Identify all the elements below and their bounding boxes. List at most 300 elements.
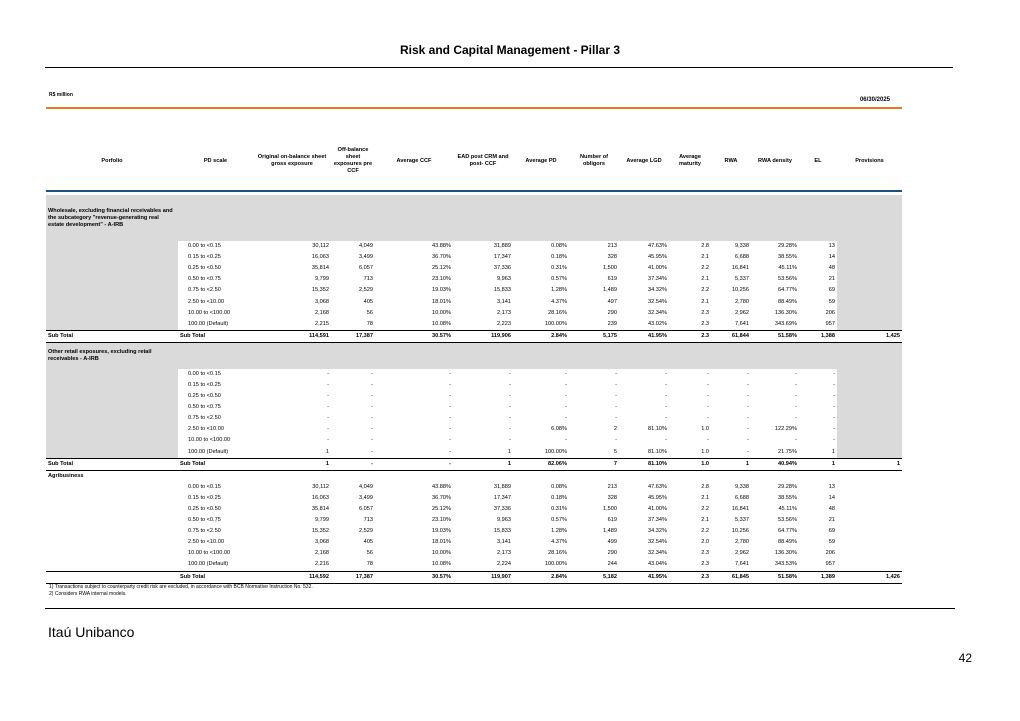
pd-scale-cell: 0.50 to <0.75 [188, 276, 221, 283]
table-cell: 31,889 [493, 243, 511, 250]
table-cell: 2,529 [359, 287, 373, 294]
table-cell: 3,499 [359, 494, 373, 501]
table-cell: 2.1 [701, 494, 709, 501]
table-cell: - [371, 448, 373, 455]
table-cell: 31,889 [493, 483, 511, 490]
table-cell: - [615, 437, 617, 444]
subtotal-cell: 61,844 [711, 330, 751, 342]
table-cell: 328 [607, 494, 617, 501]
column-header: Original on-balance sheet gross exposure [257, 154, 327, 167]
table-cell: 213 [607, 243, 617, 250]
table-cell: 6,688 [735, 254, 749, 261]
table-cell: 17,347 [493, 254, 511, 261]
table-cell: 69 [828, 287, 835, 294]
table-cell: 1 [325, 448, 329, 455]
row-spacer [46, 526, 178, 537]
subtotal-cell: 1.0 [669, 458, 711, 470]
table-cell: 2,216 [315, 561, 329, 568]
subtotal-cell: 1 [711, 458, 751, 470]
table-cell: 45.11% [778, 506, 797, 513]
subtotal-cell: 41.95% [619, 330, 669, 342]
table-cell: - [565, 393, 567, 400]
table-cell: 88.49% [778, 539, 797, 546]
table-cell [837, 447, 902, 459]
table-cell: - [795, 381, 797, 388]
table-cell: - [833, 370, 835, 377]
table-cell: 2.3 [701, 550, 709, 557]
pd-scale-cell: 100.00 (Default) [188, 320, 229, 327]
table-cell: 3,068 [315, 298, 329, 305]
table-cell: 405 [363, 298, 373, 305]
footnotes [49, 584, 313, 598]
table-cell: 10.00% [432, 309, 451, 316]
table-cell [837, 391, 902, 402]
table-cell: 18.01% [432, 298, 451, 305]
table-cell: 2,962 [735, 309, 749, 316]
table-cell: 2,168 [315, 309, 329, 316]
row-spacer [46, 263, 178, 274]
table-cell: 25.12% [432, 506, 451, 513]
table-cell: 47.63% [648, 243, 667, 250]
subtotal-cell: 119,907 [453, 571, 513, 583]
table-cell: 32.34% [648, 309, 667, 316]
section-row [46, 470, 902, 482]
table-cell: 100.00% [544, 320, 567, 327]
subtotal-cell: Sub Total [46, 330, 178, 342]
table-cell: 2.1 [701, 254, 709, 261]
subtotal-cell: Sub Total [178, 571, 253, 583]
table-cell: 10,256 [731, 528, 749, 535]
table-cell: 4,049 [359, 483, 373, 490]
table-cell: 41.00% [648, 265, 667, 272]
table-cell: - [509, 404, 511, 411]
table-cell [837, 413, 902, 424]
table-cell: 37.34% [648, 276, 667, 283]
column-header: Off-balance sheet exposures pre CCF [333, 147, 373, 174]
table-row [46, 537, 902, 548]
table-row [46, 391, 902, 402]
subtotal-cell: 7 [569, 458, 619, 470]
table-cell: 10.00% [432, 550, 451, 557]
row-spacer [46, 319, 178, 331]
pd-scale-cell: 100.00 (Default) [188, 561, 229, 568]
table-row [46, 435, 902, 446]
brand-name: Itaú Unibanco [48, 624, 135, 640]
table-cell: 37,336 [493, 265, 511, 272]
table-cell: 17,347 [493, 494, 511, 501]
pd-scale-cell: 0.75 to <2.50 [188, 528, 221, 535]
table-cell: 36.70% [432, 254, 451, 261]
table-cell: - [747, 381, 749, 388]
subtotal-cell: 30.57% [375, 330, 453, 342]
table-row [46, 482, 902, 493]
table-cell: 2.0 [701, 539, 709, 546]
subtotal-cell: 61,845 [711, 571, 751, 583]
table-cell: - [615, 393, 617, 400]
table-cell: 290 [607, 309, 617, 316]
pd-scale-cell: 0.15 to <0.25 [188, 381, 221, 388]
table-cell: 1,489 [603, 528, 617, 535]
table-cell: 88.49% [778, 298, 797, 305]
pd-scale-cell: 2.50 to <10.00 [188, 539, 224, 546]
table-cell: - [327, 437, 329, 444]
table-cell: 15,352 [311, 287, 329, 294]
table-cell: 37.34% [648, 517, 667, 524]
table-cell: 0.31% [551, 506, 567, 513]
row-spacer [46, 391, 178, 402]
table-cell: - [327, 404, 329, 411]
table-cell: 16,841 [731, 265, 749, 272]
column-header: Number of obligors [580, 154, 608, 167]
section-spacer [178, 195, 902, 241]
table-cell: - [833, 437, 835, 444]
table-cell: 6,057 [359, 506, 373, 513]
section-row [46, 342, 902, 369]
column-header: Provisions [855, 157, 884, 164]
table-cell: 56 [366, 309, 373, 316]
table-cell: 1.0 [701, 448, 709, 455]
pd-scale-cell: 10.00 to <100.00 [188, 550, 231, 557]
table-cell: 1,500 [603, 506, 617, 513]
row-spacer [46, 435, 178, 446]
table-cell: 713 [363, 276, 373, 283]
table-header-row [46, 132, 902, 191]
table-cell: - [565, 437, 567, 444]
table-cell: 619 [607, 517, 617, 524]
table-cell [837, 380, 902, 391]
table-cell: 1,500 [603, 265, 617, 272]
subtotal-cell: 1,389 [799, 571, 837, 583]
table-cell: 9,963 [497, 276, 511, 283]
table-cell: - [747, 426, 749, 433]
table-cell: 35,814 [311, 506, 329, 513]
table-cell: 64.77% [778, 287, 797, 294]
table-cell: 53.56% [778, 517, 797, 524]
table-cell: 2,780 [735, 539, 749, 546]
row-spacer [46, 493, 178, 504]
pd-scale-cell: 0.15 to <0.25 [188, 254, 221, 261]
page-title: Risk and Capital Management - Pillar 3 [399, 43, 621, 57]
subtotal-cell: 2.84% [513, 571, 569, 583]
table-cell: - [449, 415, 451, 422]
table-cell: 2,223 [497, 320, 511, 327]
subtotal-cell: 1 [837, 458, 902, 470]
column-header: Porfolio [101, 157, 123, 164]
table-cell: - [327, 426, 329, 433]
table-cell: - [665, 370, 667, 377]
table-cell: - [565, 381, 567, 388]
table-cell: 2.1 [701, 276, 709, 283]
table-cell [837, 285, 902, 296]
table-cell: 206 [825, 550, 835, 557]
table-cell [837, 515, 902, 526]
subtotal-cell: 1,388 [799, 330, 837, 342]
subtotal-cell: 2.3 [669, 571, 711, 583]
subtotal-cell: 1,425 [837, 330, 902, 342]
table-cell: 23.10% [432, 517, 451, 524]
table-cell: - [509, 437, 511, 444]
table-cell: - [371, 415, 373, 422]
table-cell: 45.95% [648, 254, 667, 261]
subtotal-cell: 114,591 [253, 330, 331, 342]
section-spacer [178, 342, 902, 369]
pd-scale-cell: 0.00 to <0.15 [188, 370, 221, 377]
table-cell: - [747, 404, 749, 411]
table-row [46, 548, 902, 559]
subtotal-cell: Sub Total [46, 458, 178, 470]
table-cell: 6,057 [359, 265, 373, 272]
subtotal-cell: 5,175 [569, 330, 619, 342]
table-row [46, 319, 902, 331]
subtotal-cell: 82.06% [513, 458, 569, 470]
table-cell: 213 [607, 483, 617, 490]
pd-scale-cell: 2.50 to <10.00 [188, 426, 224, 433]
table-cell [837, 274, 902, 285]
table-cell: 1.28% [551, 287, 567, 294]
table-cell: 41.00% [648, 506, 667, 513]
table-cell: - [371, 404, 373, 411]
table-cell: 14 [828, 494, 835, 501]
section-name: Wholesale, excluding financial receivables and the subcategory "revenue-generating real estate development" - A-IRB [46, 195, 178, 241]
table-cell: - [833, 393, 835, 400]
table-cell: 4.37% [551, 539, 567, 546]
table-cell [837, 402, 902, 413]
table-cell: - [833, 404, 835, 411]
table-cell: 29.28% [778, 243, 797, 250]
table-cell: 16,063 [311, 254, 329, 261]
subtotal-cell: - [331, 458, 375, 470]
table-cell: 136.30% [774, 550, 797, 557]
row-spacer [46, 369, 178, 380]
page-number: 42 [958, 651, 972, 665]
table-row [46, 252, 902, 263]
table-cell: 32.54% [648, 298, 667, 305]
table-cell: - [795, 393, 797, 400]
table-cell: - [795, 404, 797, 411]
table-cell: - [371, 393, 373, 400]
table-cell: 13 [828, 483, 835, 490]
table-cell: - [565, 404, 567, 411]
table-cell: - [371, 381, 373, 388]
table-cell: 2.8 [701, 243, 709, 250]
subtotal-cell: 51.58% [751, 571, 799, 583]
table-cell: 16,063 [311, 494, 329, 501]
subtotal-row [46, 571, 902, 583]
table-cell: - [747, 393, 749, 400]
table-cell: - [509, 381, 511, 388]
table-cell: - [327, 381, 329, 388]
table-cell: 6,688 [735, 494, 749, 501]
table-cell: 21.75% [778, 448, 797, 455]
table-cell: 13 [828, 243, 835, 250]
table-cell: 9,338 [735, 483, 749, 490]
table-cell: 32.34% [648, 550, 667, 557]
row-spacer [46, 241, 178, 252]
table-cell: 47.63% [648, 483, 667, 490]
table-cell: 19.03% [432, 528, 451, 535]
table-cell: 1.0 [701, 426, 709, 433]
table-cell [837, 296, 902, 307]
column-header: Average CCF [396, 157, 432, 164]
table-cell: 53.56% [778, 276, 797, 283]
subtotal-row [46, 458, 902, 470]
table-cell: 2.2 [701, 506, 709, 513]
footnote: 1) Transactions subject to counterparty credit risk are excluded, in accordance with BCB Normative Instruction No. 532. [49, 584, 313, 590]
subtotal-cell: 1 [799, 458, 837, 470]
pd-scale-table [46, 132, 902, 584]
table-cell [837, 263, 902, 274]
table-cell: - [665, 393, 667, 400]
subtotal-row [46, 330, 902, 342]
table-cell: - [449, 448, 451, 455]
table-row [46, 296, 902, 307]
table-cell: 957 [825, 320, 835, 327]
table-cell: - [795, 437, 797, 444]
subtotal-cell: 17,387 [331, 571, 375, 583]
bottom-divider [45, 608, 955, 609]
table-cell: 343.69% [774, 320, 797, 327]
table-cell: 2.1 [701, 298, 709, 305]
section-row [46, 195, 902, 241]
subtotal-cell: 2.84% [513, 330, 569, 342]
table-cell: 2,224 [497, 561, 511, 568]
column-header: Average LGD [626, 157, 662, 164]
table-cell: - [615, 370, 617, 377]
table-cell: - [327, 370, 329, 377]
pd-scale-cell: 0.75 to <2.50 [188, 415, 221, 422]
table-cell: 9,799 [315, 517, 329, 524]
table-cell: - [509, 415, 511, 422]
table-cell: - [833, 426, 835, 433]
table-cell [837, 504, 902, 515]
subtotal-cell: 119,906 [453, 330, 513, 342]
table-cell: - [327, 415, 329, 422]
row-spacer [46, 559, 178, 571]
table-cell: 64.77% [778, 528, 797, 535]
table-cell: 2.2 [701, 265, 709, 272]
table-cell: 713 [363, 517, 373, 524]
table-cell: 1.28% [551, 528, 567, 535]
table-cell: 0.18% [551, 494, 567, 501]
table-row [46, 504, 902, 515]
reference-date: 06/30/2025 [859, 97, 890, 103]
table-cell: - [449, 426, 451, 433]
table-row [46, 285, 902, 296]
table-cell: 10.08% [432, 320, 451, 327]
table-cell: - [509, 426, 511, 433]
pd-scale-cell: 0.25 to <0.50 [188, 393, 221, 400]
table-row [46, 493, 902, 504]
table-cell: 0.18% [551, 254, 567, 261]
table-cell: - [707, 415, 709, 422]
table-row [46, 241, 902, 252]
table-cell: - [665, 404, 667, 411]
row-spacer [46, 413, 178, 424]
table-cell: 5 [613, 448, 617, 455]
table-cell: 10.08% [432, 561, 451, 568]
table-cell: - [665, 381, 667, 388]
pd-scale-cell: 10.00 to <100.00 [188, 309, 231, 316]
row-spacer [46, 274, 178, 285]
table-cell [837, 548, 902, 559]
table-cell: 30,112 [312, 243, 329, 250]
subtotal-cell: 114,592 [253, 571, 331, 583]
table-cell: 5,337 [735, 276, 749, 283]
table-cell: 59 [828, 298, 835, 305]
table-cell: 244 [607, 561, 617, 568]
table-cell: - [833, 415, 835, 422]
table-cell: 23.10% [432, 276, 451, 283]
table-cell: - [327, 393, 329, 400]
table-cell: 28.16% [548, 309, 567, 316]
subtotal-cell: 17,387 [331, 330, 375, 342]
table-cell: - [795, 415, 797, 422]
table-cell: 59 [828, 539, 835, 546]
table-cell: 2 [613, 426, 617, 433]
table-cell: 78 [366, 561, 373, 568]
row-spacer [46, 515, 178, 526]
row-spacer [46, 252, 178, 263]
table-cell: - [707, 437, 709, 444]
table-cell: - [371, 370, 373, 377]
table-cell: - [565, 370, 567, 377]
table-cell: 2.3 [701, 309, 709, 316]
pd-scale-cell: 0.25 to <0.50 [188, 265, 221, 272]
table-cell: 957 [825, 561, 835, 568]
table-row [46, 308, 902, 319]
subtotal-cell: 5,182 [569, 571, 619, 583]
row-spacer [46, 504, 178, 515]
table-cell: 2.8 [701, 483, 709, 490]
subtotal-cell: 40.94% [751, 458, 799, 470]
table-cell: 206 [825, 309, 835, 316]
row-spacer [46, 402, 178, 413]
table-cell: - [795, 370, 797, 377]
accent-divider [46, 107, 902, 109]
table-cell: 405 [363, 539, 373, 546]
table-cell: 43.02% [648, 320, 667, 327]
table-row [46, 369, 902, 380]
row-spacer [46, 308, 178, 319]
units-label: R$ million [49, 92, 73, 98]
table-cell: - [449, 393, 451, 400]
table-cell: 69 [828, 528, 835, 535]
table-cell: 1 [507, 448, 511, 455]
table-cell: 43.04% [648, 561, 667, 568]
table-cell: 2.3 [701, 320, 709, 327]
table-cell: 38.55% [778, 254, 797, 261]
table-cell: 48 [828, 506, 835, 513]
table-cell: 81.10% [648, 448, 667, 455]
subtotal-cell: - [375, 458, 453, 470]
table-cell: 2.2 [701, 287, 709, 294]
table-cell: 15,833 [493, 528, 511, 535]
table-cell: 16,841 [731, 506, 749, 513]
table-row [46, 402, 902, 413]
table-cell: 10,256 [731, 287, 749, 294]
subtotal-cell: 41.95% [619, 571, 669, 583]
column-header: Average maturity [678, 154, 702, 167]
table-cell: - [833, 381, 835, 388]
table-cell: 7,641 [735, 320, 749, 327]
pd-scale-cell: 0.50 to <0.75 [188, 517, 221, 524]
table-cell [837, 308, 902, 319]
table-cell: 34.32% [648, 528, 667, 535]
table-cell: 2,780 [735, 298, 749, 305]
table-cell: 6.08% [551, 426, 567, 433]
row-spacer [46, 296, 178, 307]
table-cell: - [707, 370, 709, 377]
